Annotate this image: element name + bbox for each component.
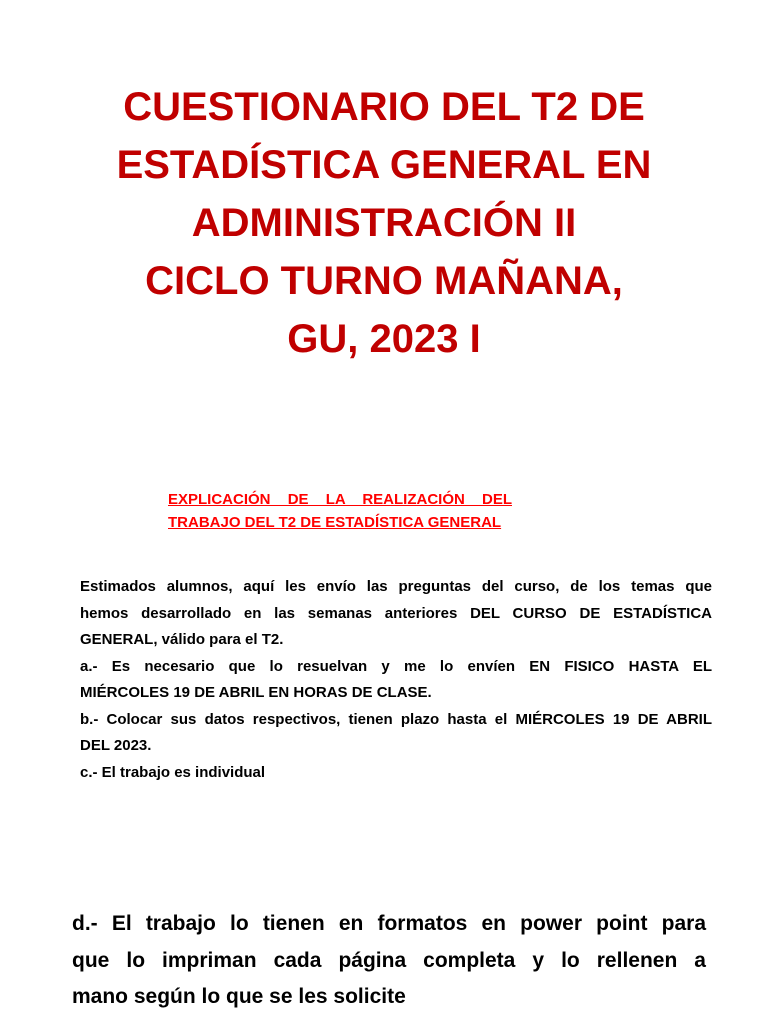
item-d-line: d.- El trabajo lo tienen en formatos en power point para [72, 912, 706, 935]
item-b-line: DEL 2023. [80, 737, 152, 754]
title-line: CICLO TURNO MAÑANA, [145, 259, 623, 303]
item-c-line: c.- El trabajo es individual [80, 763, 266, 781]
item-d-line: mano según lo que se les solicite [72, 985, 406, 1008]
title-line: ADMINISTRACIÓN II [191, 201, 577, 245]
item-a-line: MIÉRCOLES 19 DE ABRIL EN HORAS DE CLASE. [80, 684, 432, 701]
section-heading-line: TRABAJO DEL T2 DE ESTADÍSTICA GENERAL [168, 514, 502, 531]
item-b-line: b.- Colocar sus datos respectivos, tienen plazo hasta el MIÉRCOLES 19 DE ABRIL [80, 710, 712, 728]
section-heading [168, 488, 512, 534]
section-heading-line: EXPLICACIÓN DE LA REALIZACIÓN DEL [168, 491, 512, 508]
item-d-line: que lo impriman cada página completa y lo rellenen a [72, 948, 706, 972]
title-line: CUESTIONARIO DEL T2 DE [123, 85, 645, 129]
document-title [60, 78, 708, 368]
intro-line: Estimados alumnos, aquí les envío las preguntas del curso, de los temas que [80, 578, 712, 595]
item-d-paragraph [72, 906, 706, 1016]
instructions-body [80, 574, 712, 786]
intro-line: hemos desarrollado en las semanas anteriores DEL CURSO DE ESTADÍSTICA [80, 604, 712, 622]
item-a-line: a.- Es necesario que lo resuelvan y me lo envíen EN FISICO HASTA EL [80, 657, 712, 675]
intro-line: GENERAL, válido para el T2. [80, 631, 284, 648]
title-line: GU, 2023 I [287, 317, 481, 361]
title-line: ESTADÍSTICA GENERAL EN [116, 143, 652, 187]
